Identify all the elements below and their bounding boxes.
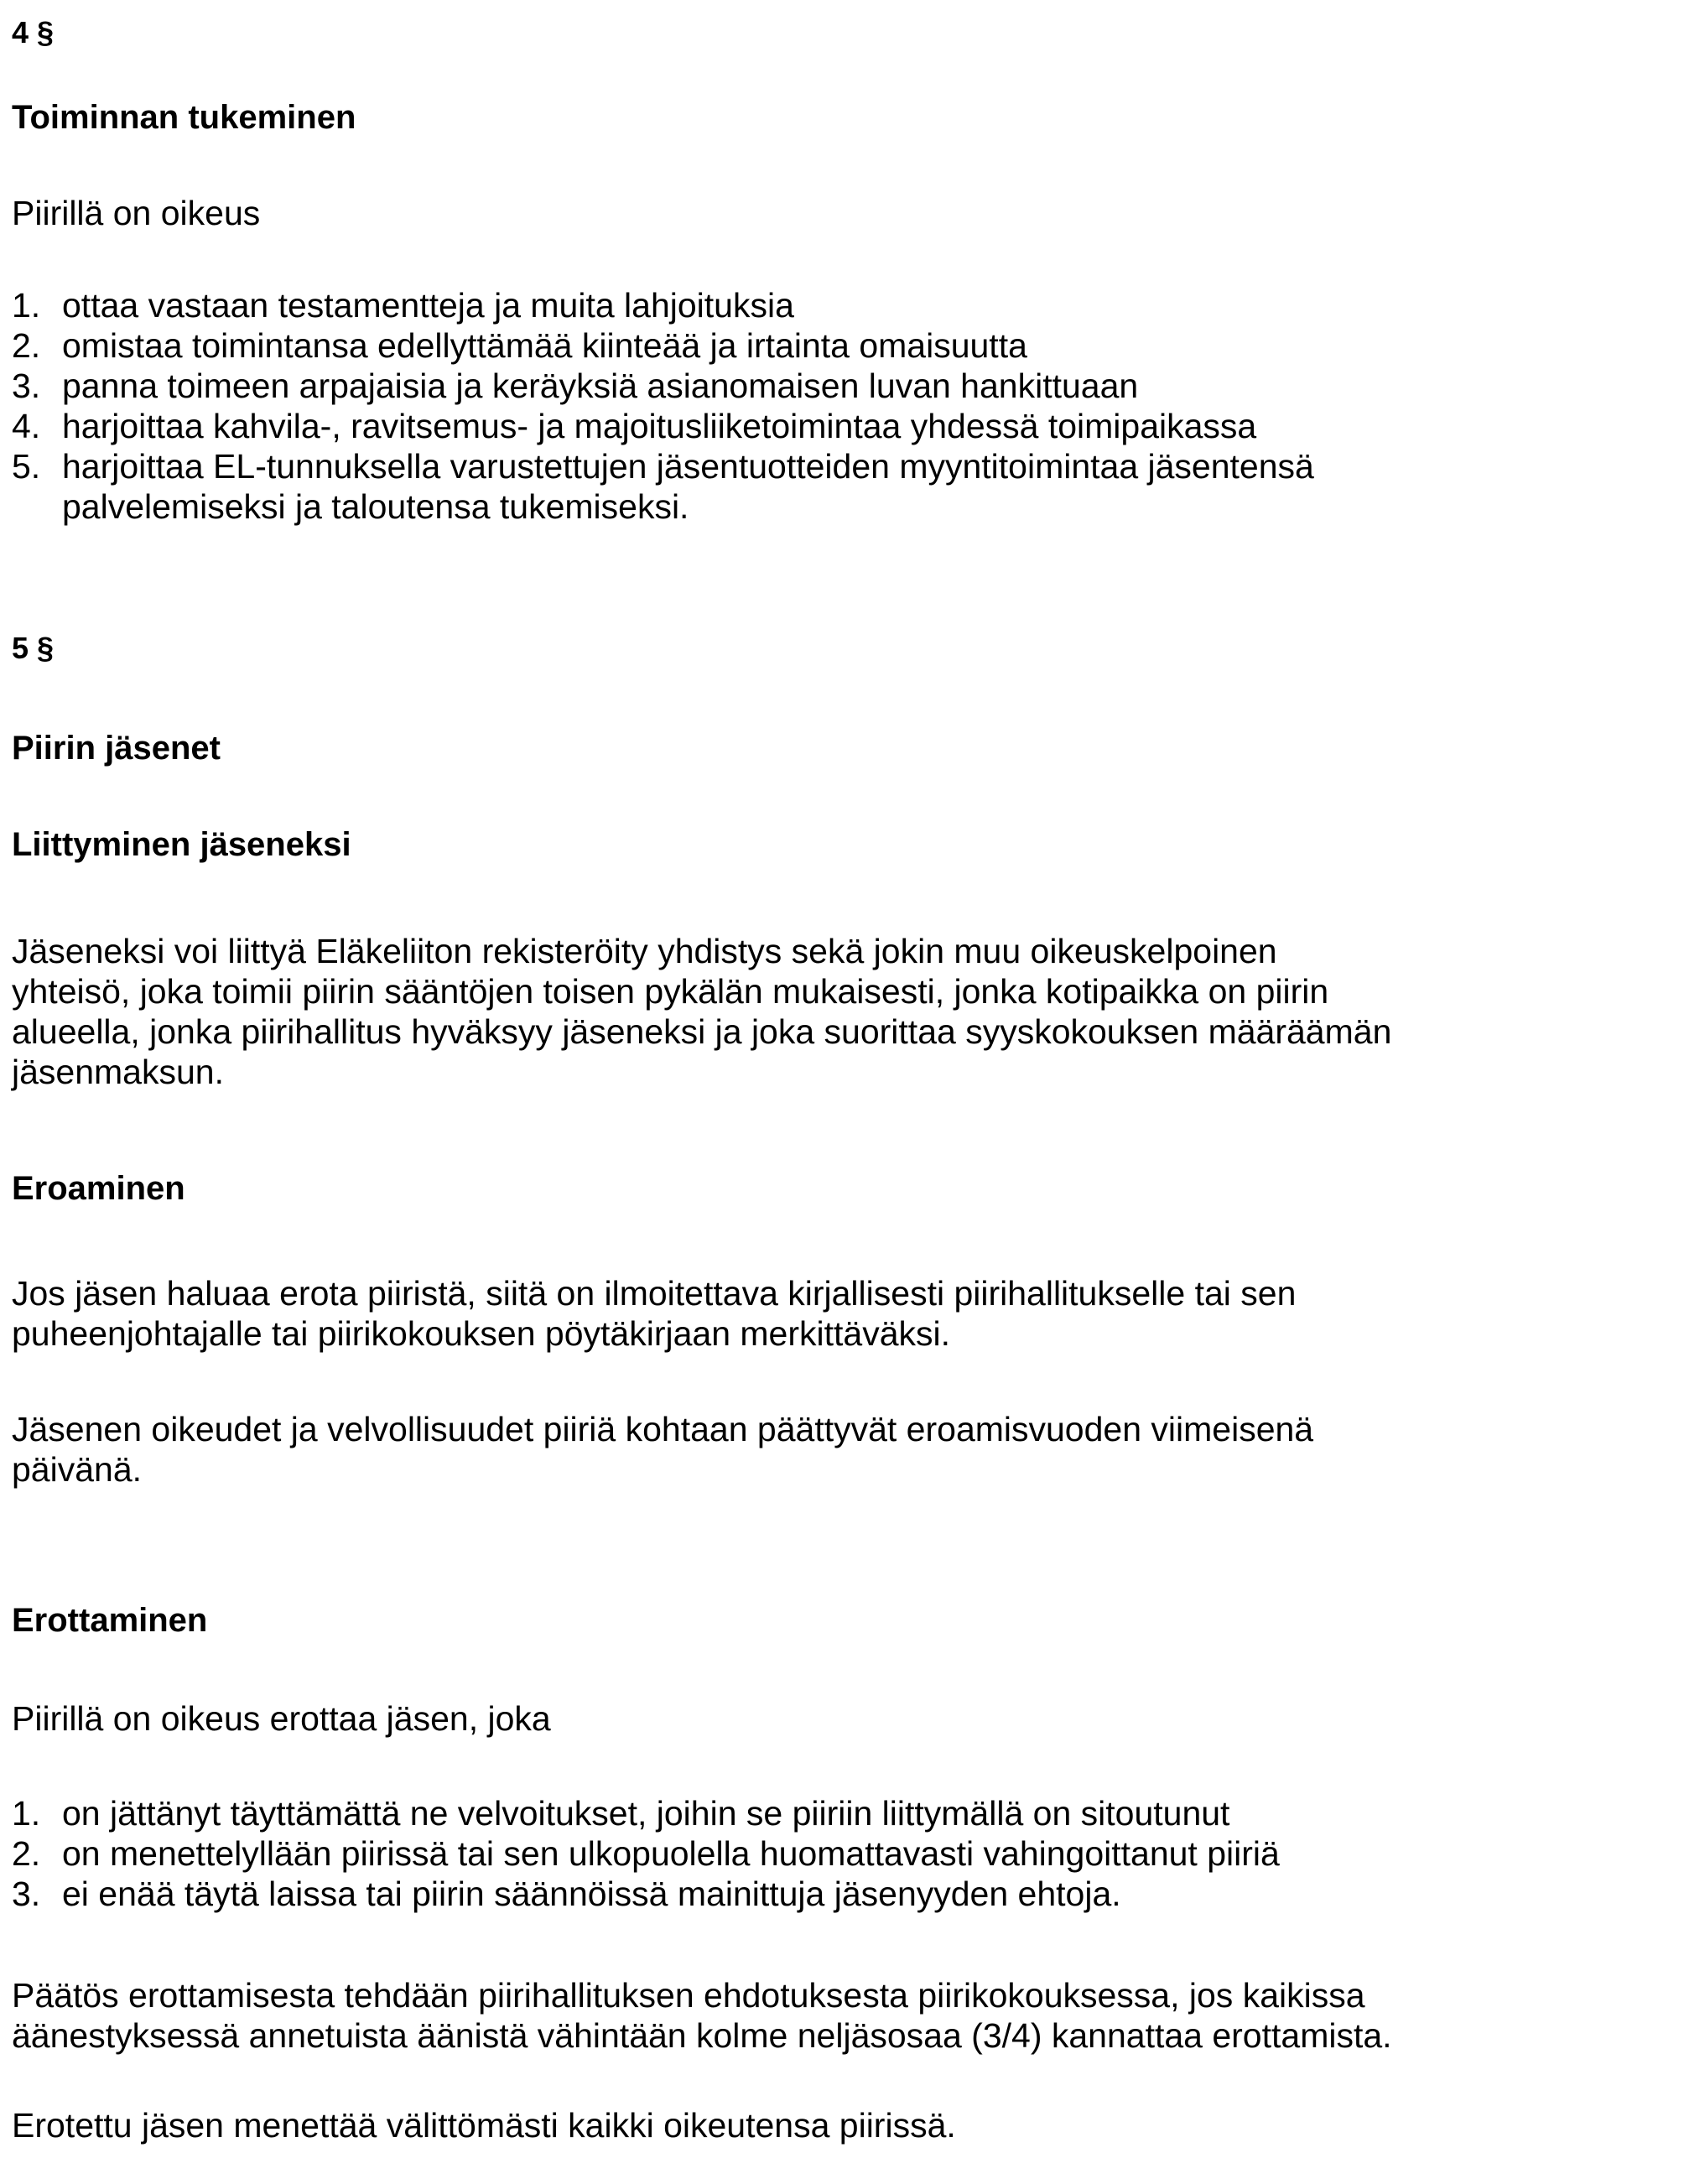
expulsion-list bbox=[12, 1793, 1280, 1914]
paragraph-line: puheenjohtajalle tai piirikokouksen pöytäkirjaan merkittäväksi. bbox=[12, 1314, 950, 1353]
list-item-number: 5. bbox=[12, 447, 41, 486]
paragraph-line: Jäsenen oikeudet ja velvollisuudet piiriä kohtaan päättyvät eroamisvuoden viimeisenä bbox=[12, 1410, 1314, 1448]
list-item-number: 3. bbox=[12, 367, 41, 405]
expulsion-intro: Piirillä on oikeus erottaa jäsen, joka bbox=[12, 1699, 551, 1738]
list-item-text: panna toimeen arpajaisia ja keräyksiä asianomaisen luvan hankittuaan bbox=[62, 367, 1139, 405]
list-item-number: 1. bbox=[12, 286, 41, 325]
paragraph-line: Erotettu jäsen menettää välittömästi kaikki oikeutensa piirissä. bbox=[12, 2106, 956, 2145]
section-4-title: Toiminnan tukeminen bbox=[12, 99, 356, 136]
section-4-intro: Piirillä on oikeus bbox=[12, 194, 261, 232]
resignation-paragraph-2 bbox=[12, 1409, 1313, 1490]
expulsion-paragraph-2 bbox=[12, 2105, 956, 2145]
list-item bbox=[12, 1874, 1280, 1914]
list-item-number: 2. bbox=[12, 326, 41, 365]
resignation-heading: Eroaminen bbox=[12, 1170, 185, 1207]
list-item bbox=[12, 285, 1314, 325]
list-item-text: ei enää täytä laissa tai piirin säännöissä mainittuja jäsenyyden ehtoja. bbox=[62, 1875, 1121, 1913]
paragraph-line: jäsenmaksun. bbox=[12, 1053, 224, 1091]
section-4-list bbox=[12, 285, 1314, 527]
section-5-title: Piirin jäsenet bbox=[12, 730, 221, 767]
list-item-text: harjoittaa kahvila-, ravitsemus- ja majoitusliiketoimintaa yhdessä toimipaikassa bbox=[62, 407, 1257, 445]
list-item-text: harjoittaa EL-tunnuksella varustettujen jäsentuotteiden myyntitoimintaa jäsentensä bbox=[62, 447, 1314, 486]
paragraph-line: alueella, jonka piirihallitus hyväksyy jäseneksi ja joka suorittaa syyskokouksen määräämän bbox=[12, 1012, 1392, 1051]
list-item-number: 4. bbox=[12, 407, 41, 445]
paragraph-line: yhteisö, joka toimii piirin sääntöjen toisen pykälän mukaisesti, jonka kotipaikka on piirin bbox=[12, 972, 1329, 1011]
paragraph-line: Jos jäsen haluaa erota piiristä, siitä on ilmoitettava kirjallisesti piirihallitukselle tai sen bbox=[12, 1274, 1297, 1313]
list-item-text: on jättänyt täyttämättä ne velvoitukset, joihin se piiriin liittymällä on sitoutunut bbox=[62, 1794, 1230, 1833]
paragraph-line: äänestyksessä annetuista äänistä vähintään kolme neljäsosaa (3/4) kannattaa erottamista. bbox=[12, 2016, 1392, 2055]
section-4-number: 4 § bbox=[12, 15, 55, 49]
list-item-number: 1. bbox=[12, 1794, 41, 1833]
resignation-paragraph-1 bbox=[12, 1273, 1296, 1354]
joining-paragraph bbox=[12, 931, 1391, 1092]
joining-heading: Liittyminen jäseneksi bbox=[12, 826, 351, 863]
list-item-number: 3. bbox=[12, 1875, 41, 1913]
list-item bbox=[12, 325, 1314, 366]
paragraph-line: Jäseneksi voi liittyä Eläkeliiton rekisteröity yhdistys sekä jokin muu oikeuskelpoinen bbox=[12, 932, 1277, 970]
list-item-text-continued: palvelemiseksi ja taloutensa tukemiseksi. bbox=[62, 487, 689, 526]
list-item-text: ottaa vastaan testamentteja ja muita lahjoituksia bbox=[62, 286, 794, 325]
list-item bbox=[12, 1833, 1280, 1874]
list-item bbox=[12, 406, 1314, 446]
list-item bbox=[12, 446, 1314, 527]
expulsion-heading: Erottaminen bbox=[12, 1602, 208, 1639]
list-item bbox=[12, 1793, 1280, 1833]
list-item-text: on menettelyllään piirissä tai sen ulkopuolella huomattavasti vahingoittanut piiriä bbox=[62, 1834, 1280, 1873]
paragraph-line: Päätös erottamisesta tehdään piirihallituksen ehdotuksesta piirikokouksessa, jos kaikissa bbox=[12, 1976, 1365, 2015]
list-item-text: omistaa toimintansa edellyttämää kiinteää ja irtainta omaisuutta bbox=[62, 326, 1027, 365]
list-item-number: 2. bbox=[12, 1834, 41, 1873]
section-5-number: 5 § bbox=[12, 631, 55, 665]
paragraph-line: päivänä. bbox=[12, 1450, 143, 1489]
list-item bbox=[12, 366, 1314, 406]
expulsion-paragraph-1 bbox=[12, 1975, 1392, 2056]
